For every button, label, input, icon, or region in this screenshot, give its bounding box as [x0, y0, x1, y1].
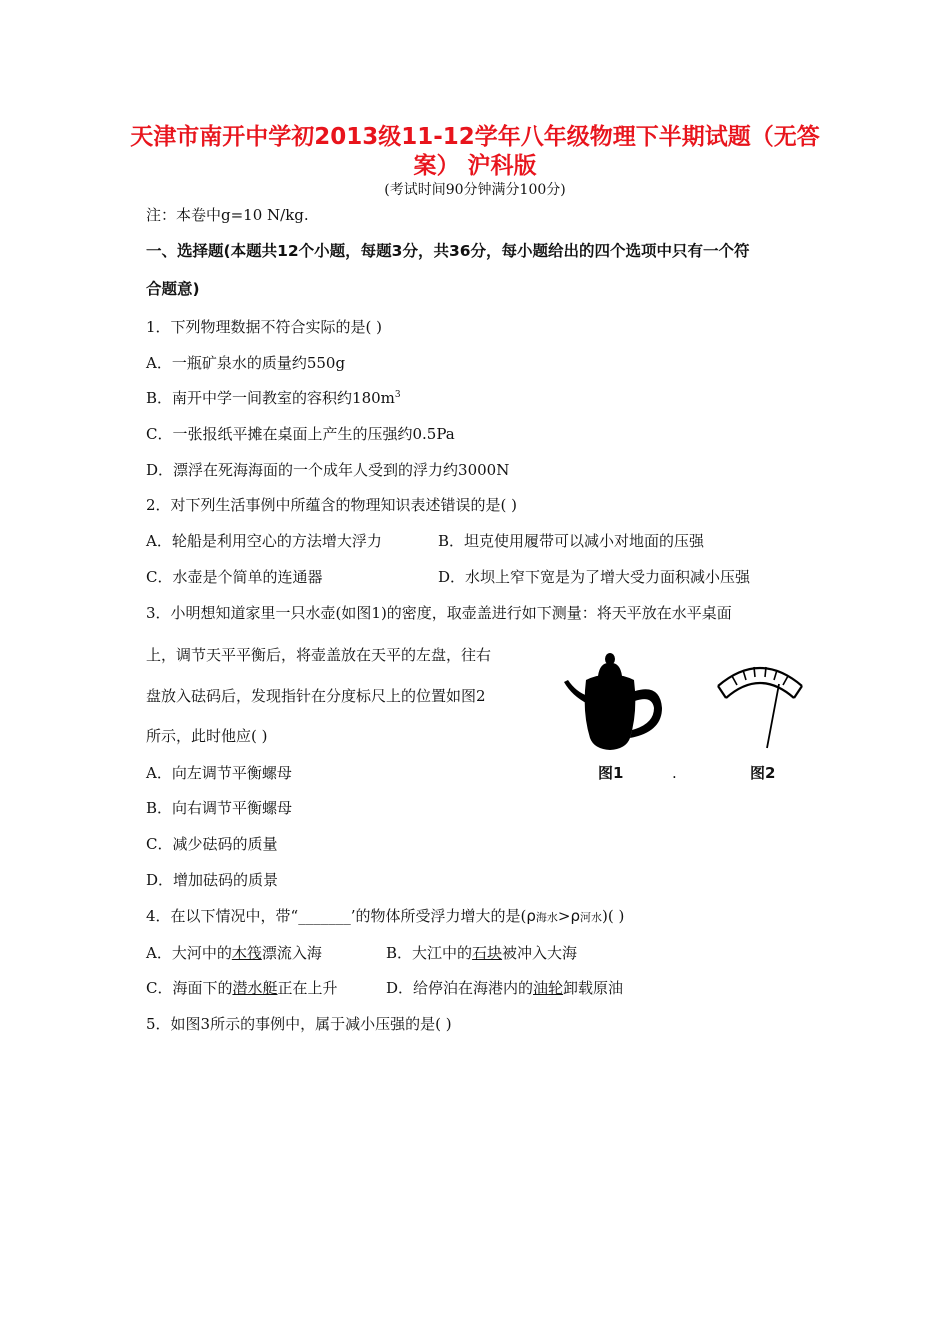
exam-subtitle: (考试时间90分钟满分100分) — [384, 182, 566, 198]
rho-river-symbol: ρ — [570, 907, 580, 925]
q2-option-c: C．水壶是个简单的连通器 — [146, 568, 323, 586]
q3-option-b: B．向右调节平衡螺母 — [146, 799, 293, 817]
q3-stem-line2: 上，调节天平平衡后，将壶盖放在天平的左盘，往右 — [146, 646, 492, 664]
q4-b-post: 被冲入大海 — [502, 944, 578, 962]
teapot-figure — [560, 652, 670, 754]
q2-stem: 2．对下列生活事例中所蕴含的物理知识表述错误的是( ) — [146, 496, 518, 514]
q1-option-b — [146, 388, 401, 408]
figure-dot: . — [672, 764, 677, 782]
q4-stem — [146, 906, 624, 928]
q1-option-b-sup: 3 — [394, 390, 401, 400]
teapot-body — [585, 675, 636, 750]
q4-b-pre: B．大江中的 — [386, 944, 473, 962]
scale-pointer — [767, 684, 779, 748]
section1-heading-line2: 合题意) — [146, 280, 200, 298]
q2-option-b: B．坦克使用履带可以减小对地面的压强 — [438, 532, 705, 550]
q3-stem-line4: 所示，此时他应( ) — [146, 727, 268, 745]
q4-option-a — [146, 943, 322, 963]
figure2-label: 图2 — [750, 764, 776, 782]
q4-d-post: 卸载原油 — [563, 979, 624, 997]
section1-heading-line1: 一、选择题(本题共12个小题，每题3分，共36分，每小题给出的四个选项中只有一个符 — [146, 242, 750, 260]
q2-option-a: A．轮船是利用空心的方法增大浮力 — [146, 532, 382, 550]
q3-stem-line1: 3．小明想知道家里一只水壶(如图1)的密度，取壶盖进行如下测量：将天平放在水平桌面 — [146, 604, 732, 622]
q1-option-a: A．一瓶矿泉水的质量约550g — [146, 354, 346, 372]
q4-stem-post: )( ) — [601, 907, 625, 925]
q4-d-underlined: 油轮 — [533, 979, 564, 997]
exam-title-line1: 天津市南开中学初2013级11-12学年八年级物理下半期试题（无答 — [130, 124, 820, 150]
q1-option-c: C．一张报纸平摊在桌面上产生的压强约0.5Pa — [146, 425, 455, 443]
q4-option-b — [386, 943, 577, 963]
q3-option-a: A．向左调节平衡螺母 — [146, 764, 292, 782]
q1-option-b-text: B．南开中学一间教室的容积约180m — [146, 389, 395, 407]
q2-option-d: D．水坝上窄下宽是为了增大受力面积减小压强 — [438, 568, 751, 586]
figure1-label: 图1 — [598, 764, 624, 782]
teapot-handle — [630, 689, 662, 738]
rho-sea-symbol: ρ — [526, 907, 536, 925]
q4-stem-pre: 4．在以下情况中，带“_______’的物体所受浮力增大的是( — [146, 907, 527, 925]
q4-a-pre: A．大河中的 — [146, 944, 232, 962]
rho-sea-subscript: 海水 — [535, 911, 558, 924]
exam-title-line2: 案） 沪科版 — [413, 153, 537, 179]
rho-river-subscript: 河水 — [579, 911, 602, 924]
q4-c-pre: C．海面下的 — [146, 979, 233, 997]
q4-d-pre: D．给停泊在海港内的 — [386, 979, 534, 997]
q1-option-d: D．漂浮在死海海面的一个成年人受到的浮力约3000N — [146, 461, 510, 479]
q3-stem-line3: 盘放入砝码后，发现指针在分度标尺上的位置如图2 — [146, 687, 486, 705]
q4-option-d — [386, 978, 623, 998]
q3-option-c: C．减少砝码的质量 — [146, 835, 278, 853]
q3-option-d: D．增加砝码的质景 — [146, 871, 279, 889]
note-line: 注：本卷中g=10 N/kg. — [146, 206, 309, 224]
q4-c-underlined: 潜水艇 — [232, 979, 278, 997]
q1-stem: 1．下列物理数据不符合实际的是( ) — [146, 318, 383, 336]
q4-b-underlined: 石块 — [472, 944, 503, 962]
greater-than: > — [557, 907, 571, 925]
q5-stem: 5．如图3所示的事例中，属于减小压强的是( ) — [146, 1015, 452, 1033]
q4-option-c — [146, 978, 338, 998]
balance-scale-dial-figure — [712, 654, 808, 750]
scale-inner-arc — [726, 683, 794, 698]
q4-a-post: 漂流入海 — [261, 944, 322, 962]
q4-c-post: 正在上升 — [277, 979, 338, 997]
teapot-spout — [564, 680, 588, 704]
q4-a-underlined: 木筏 — [231, 944, 262, 962]
teapot-lid — [598, 663, 622, 676]
